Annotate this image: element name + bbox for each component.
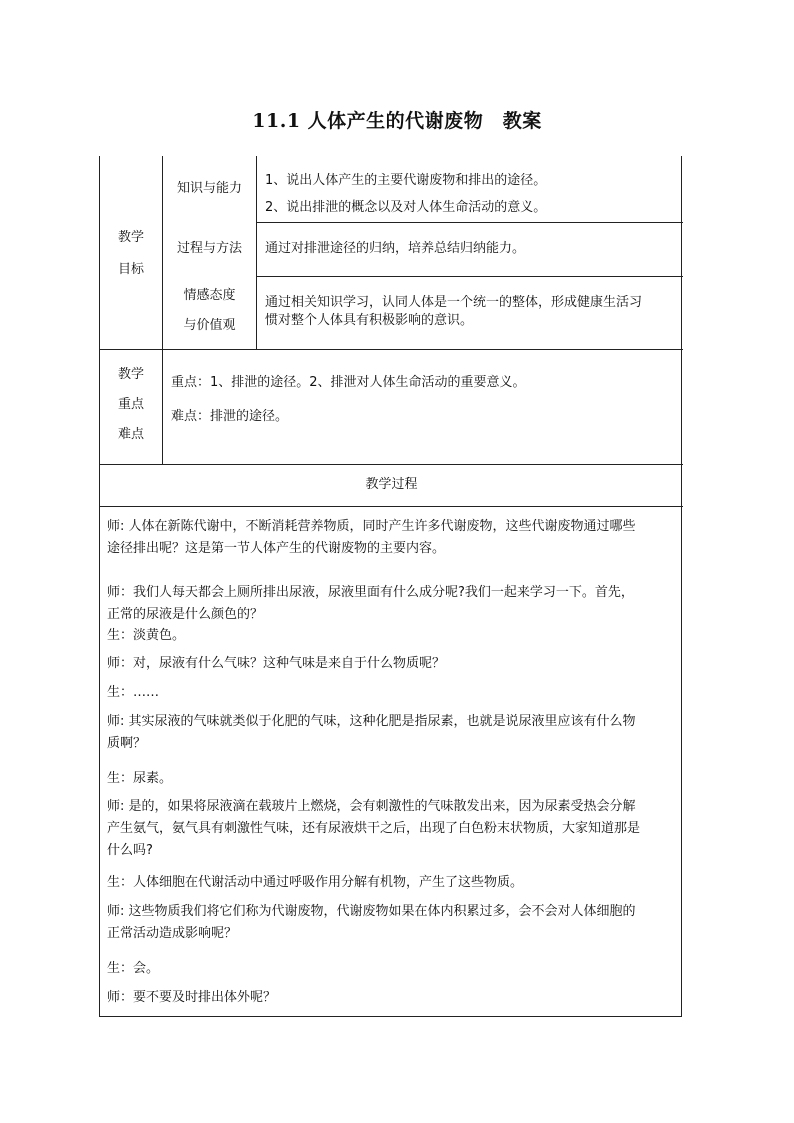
emotion-line: 通过相关知识学习，认同人体是一个统一的整体，形成健康生活习 <box>265 295 643 310</box>
emotion-label-line: 与价值观 <box>183 318 236 333</box>
dialogue-paragraph <box>107 901 679 945</box>
dialogue-line: 途径排出呢？这是第一节人体产生的代谢废物的主要内容。 <box>107 541 446 556</box>
dialogue-line: 生：人体细胞在代谢活动中通过呼吸作用分解有机物，产生了这些物质。 <box>107 875 524 890</box>
objectives-label <box>100 222 162 286</box>
dialogue-line: 产生氨气，氨气具有刺激性气味，还有尿液烘干之后，出现了白色粉末状物质，大家知道那是 <box>107 821 641 836</box>
process-label: 过程与方法 <box>176 241 242 256</box>
row-divider <box>256 276 683 277</box>
knowledge-label: 知识与能力 <box>176 181 242 196</box>
dialogue-line: 生：淡黄色。 <box>107 628 186 643</box>
difficulty-text: 难点：排泄的途径。 <box>171 409 289 424</box>
key-points-content <box>171 366 671 434</box>
dialogue-paragraph <box>107 582 679 626</box>
dialogue-line: 生：会。 <box>107 961 160 976</box>
row-divider <box>100 464 683 465</box>
objectives-label-line: 目标 <box>117 262 144 277</box>
dialogue-paragraph <box>107 653 679 675</box>
dialogue-line: 生：…… <box>107 685 160 700</box>
dialogue-line: 什么吗? <box>107 843 153 858</box>
dialogue-paragraph <box>107 711 679 755</box>
lesson-plan-table <box>99 156 682 1017</box>
row-divider <box>100 506 683 507</box>
dialogue-line: 师: 是的，如果将尿液滴在载玻片上燃烧，会有刺激性的气味散发出来，因为尿素受热会分解 <box>107 799 636 814</box>
dialogue-paragraph <box>107 682 679 704</box>
emotion-label <box>163 281 256 341</box>
process-content: 通过对排泄途径的归纳，培养总结归纳能力。 <box>265 241 526 256</box>
objectives-label-line: 教学 <box>117 230 144 245</box>
dialogue-line: 质啊？ <box>107 736 147 751</box>
emotion-content <box>265 294 680 330</box>
dialogue-line: 正常活动造成影响呢？ <box>107 926 238 941</box>
dialogue-paragraph <box>107 958 679 980</box>
emotion-label-line: 情感态度 <box>183 288 236 303</box>
column-divider <box>256 156 257 349</box>
row-divider <box>100 349 683 350</box>
dialogue-line: 师：对，尿液有什么气味？这种气味是来自于什么物质呢？ <box>107 656 446 671</box>
row-divider <box>256 222 683 223</box>
dialogue-paragraph <box>107 768 679 790</box>
page-title: 11.1 人体产生的代谢废物 教案 <box>252 110 542 132</box>
knowledge-content <box>265 167 675 221</box>
dialogue-paragraph <box>107 872 679 894</box>
process-section-header: 教学过程 <box>365 477 418 492</box>
dialogue-line: 师: 人体在新陈代谢中，不断消耗营养物质，同时产生许多代谢废物，这些代谢废物通过哪些 <box>107 519 636 534</box>
knowledge-line: 1、说出人体产生的主要代谢废物和排出的途径。 <box>265 173 547 188</box>
emotion-line: 惯对整个人体具有积极影响的意识。 <box>265 313 474 328</box>
knowledge-line: 2、说出排泄的概念以及对人体生命活动的意义。 <box>265 200 547 215</box>
dialogue-line: 师: 其实尿液的气味就类似于化肥的气味，这种化肥是指尿素，也就是说尿液里应该有什么物 <box>107 714 636 729</box>
dialogue-line: 生：尿素。 <box>107 771 173 786</box>
key-points-label-line: 重点 <box>117 397 144 412</box>
dialogue-paragraph <box>107 987 679 1009</box>
dialogue-paragraph <box>107 625 679 647</box>
dialogue-line: 师：要不要及时排出体外呢？ <box>107 990 277 1005</box>
dialogue-line: 正常的尿液是什么颜色的？ <box>107 607 264 622</box>
key-points-label <box>100 360 162 450</box>
dialogue-line: 师: 这些物质我们将它们称为代谢废物，代谢废物如果在体内积累过多，会不会对人体细胞的 <box>107 904 636 919</box>
key-points-label-line: 教学 <box>117 367 144 382</box>
focus-text: 重点：1、排泄的途径。2、排泄对人体生命活动的重要意义。 <box>171 375 526 390</box>
dialogue-line: 师：我们人每天都会上厕所排出尿液，尿液里面有什么成分呢?我们一起来学习一下。首先， <box>107 585 634 600</box>
key-points-label-line: 难点 <box>117 427 144 442</box>
dialogue-paragraph <box>107 796 679 862</box>
dialogue-paragraph <box>107 516 679 560</box>
